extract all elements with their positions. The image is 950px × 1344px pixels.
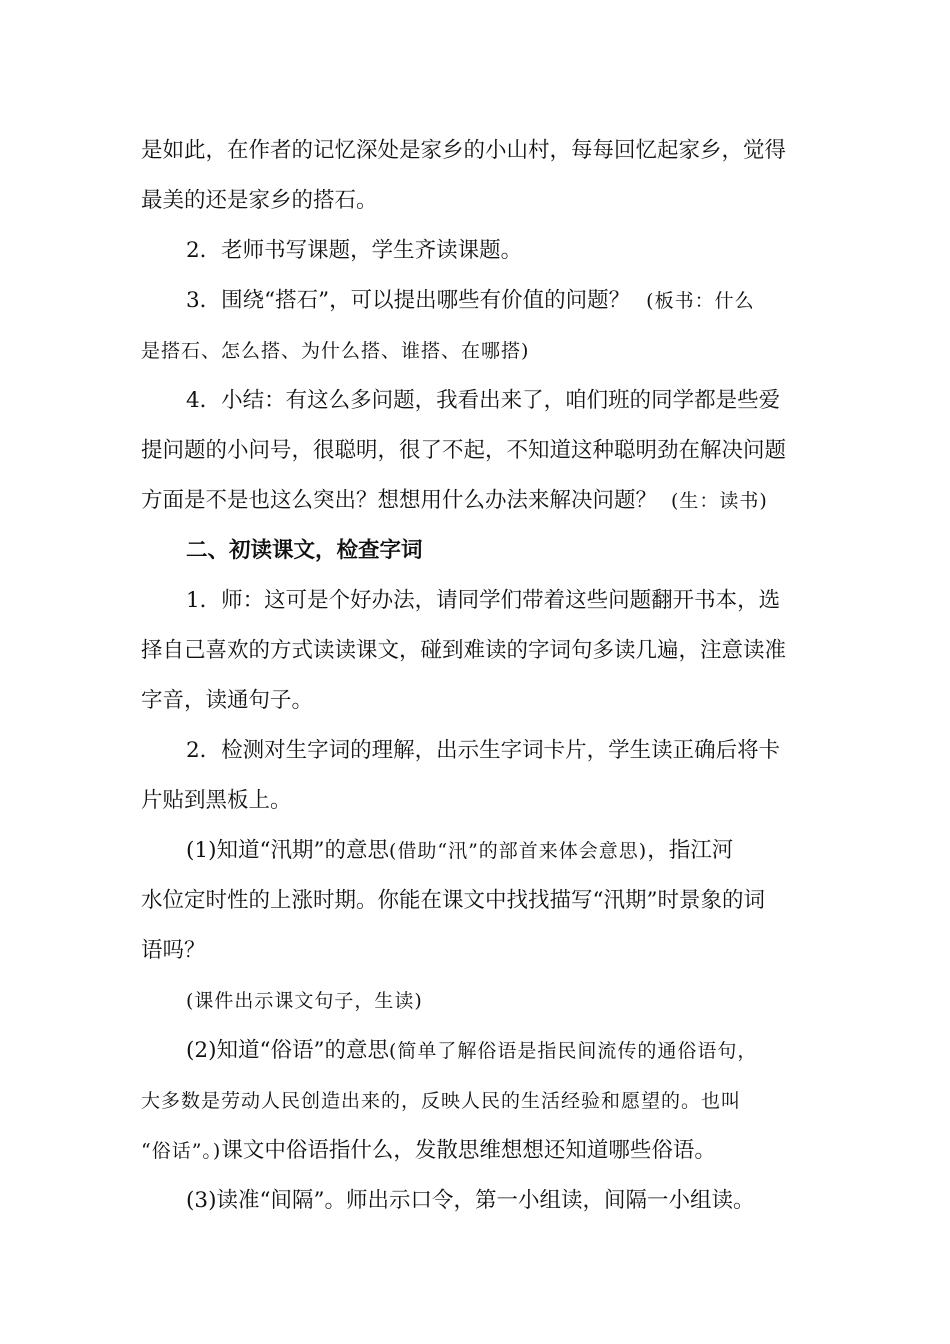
text-run: (2)知道“俗语”的意思 xyxy=(186,1038,389,1063)
text-run: 是如此，在作者的记忆深处是家乡的小山村，每每回忆起家乡，觉得 xyxy=(141,138,787,163)
text-run: 2．检测对生字词的理解，出示生字词卡片，学生读正确后将卡 xyxy=(186,738,781,763)
text-run: 择自己喜欢的方式读读课文，碰到难读的字词句多读几遍，注意读准 xyxy=(141,638,787,663)
paragraph-line xyxy=(0,736,950,766)
paragraph-line xyxy=(0,886,950,916)
text-run: (课件出示课文句子，生读) xyxy=(186,990,423,1012)
annotation-note: (板书：什么 xyxy=(646,290,755,312)
text-run: 水位定时性的上涨时期。你能在课文中找找描写“汛期”时景象的词 xyxy=(141,888,765,913)
paragraph-line xyxy=(0,236,950,266)
heading-text: 二、初读课文，检查字词 xyxy=(186,538,423,563)
paragraph-line xyxy=(0,1036,950,1066)
annotation-note xyxy=(0,336,950,366)
text-run: 1．师：这可是个好办法，请同学们带着这些问题翻开书本，选 xyxy=(186,588,781,613)
text-run: (1)知道“汛期”的意思 xyxy=(186,838,389,863)
annotation-note: (生：读书) xyxy=(671,490,768,512)
paragraph-line xyxy=(0,186,950,216)
text-run: ，指江河 xyxy=(647,838,734,863)
text-run: 字音，读通句子。 xyxy=(141,688,314,713)
annotation-note: “俗话”。) xyxy=(141,1140,222,1162)
section-heading xyxy=(0,536,950,566)
text-run: 4．小结：有这么多问题，我看出来了，咱们班的同学都是些爱 xyxy=(186,388,781,413)
text-run: 2．老师书写课题，学生齐读课题。 xyxy=(186,238,523,263)
text-run: 方面是不是也这么突出？想想用什么办法来解决问题？ xyxy=(141,488,658,513)
paragraph-line xyxy=(0,636,950,666)
paragraph-line xyxy=(0,136,950,166)
paragraph-line xyxy=(0,786,950,816)
text-run: (3)读准“间隔”。师出示口令，第一小组读，间隔一小组读。 xyxy=(186,1188,755,1213)
paragraph-line xyxy=(0,936,950,966)
paragraph-line xyxy=(0,836,950,866)
annotation-note: (简单了解俗语是指民间流传的通俗语句， xyxy=(388,1040,758,1062)
annotation-note xyxy=(0,986,950,1016)
text-run: 课文中俗语指什么，发散思维想想还知道哪些俗语。 xyxy=(221,1138,716,1163)
text-run: 大多数是劳动人民创造出来的，反映人民的生活经验和愿望的。也叫 xyxy=(141,1090,742,1112)
text-run: 最美的还是家乡的搭石。 xyxy=(141,188,378,213)
paragraph-line xyxy=(0,1186,950,1216)
paragraph-line xyxy=(0,386,950,416)
paragraph-line xyxy=(0,686,950,716)
text-run: 是搭石、怎么搭、为什么搭、谁搭、在哪搭) xyxy=(141,340,530,362)
paragraph-line xyxy=(0,486,950,516)
annotation-note xyxy=(0,1086,950,1116)
paragraph-line xyxy=(0,1136,950,1166)
text-run: 3．围绕“搭石”，可以提出哪些有价值的问题？ xyxy=(186,288,631,313)
text-run: 提问题的小问号，很聪明，很了不起，不知道这种聪明劲在解决问题 xyxy=(141,438,787,463)
text-run: 片贴到黑板上。 xyxy=(141,788,292,813)
paragraph-line xyxy=(0,286,950,316)
paragraph-line xyxy=(0,586,950,616)
annotation-note: (借助“汛”的部首来体会意思) xyxy=(388,840,648,862)
paragraph-line xyxy=(0,436,950,466)
text-run: 语吗？ xyxy=(141,938,206,963)
